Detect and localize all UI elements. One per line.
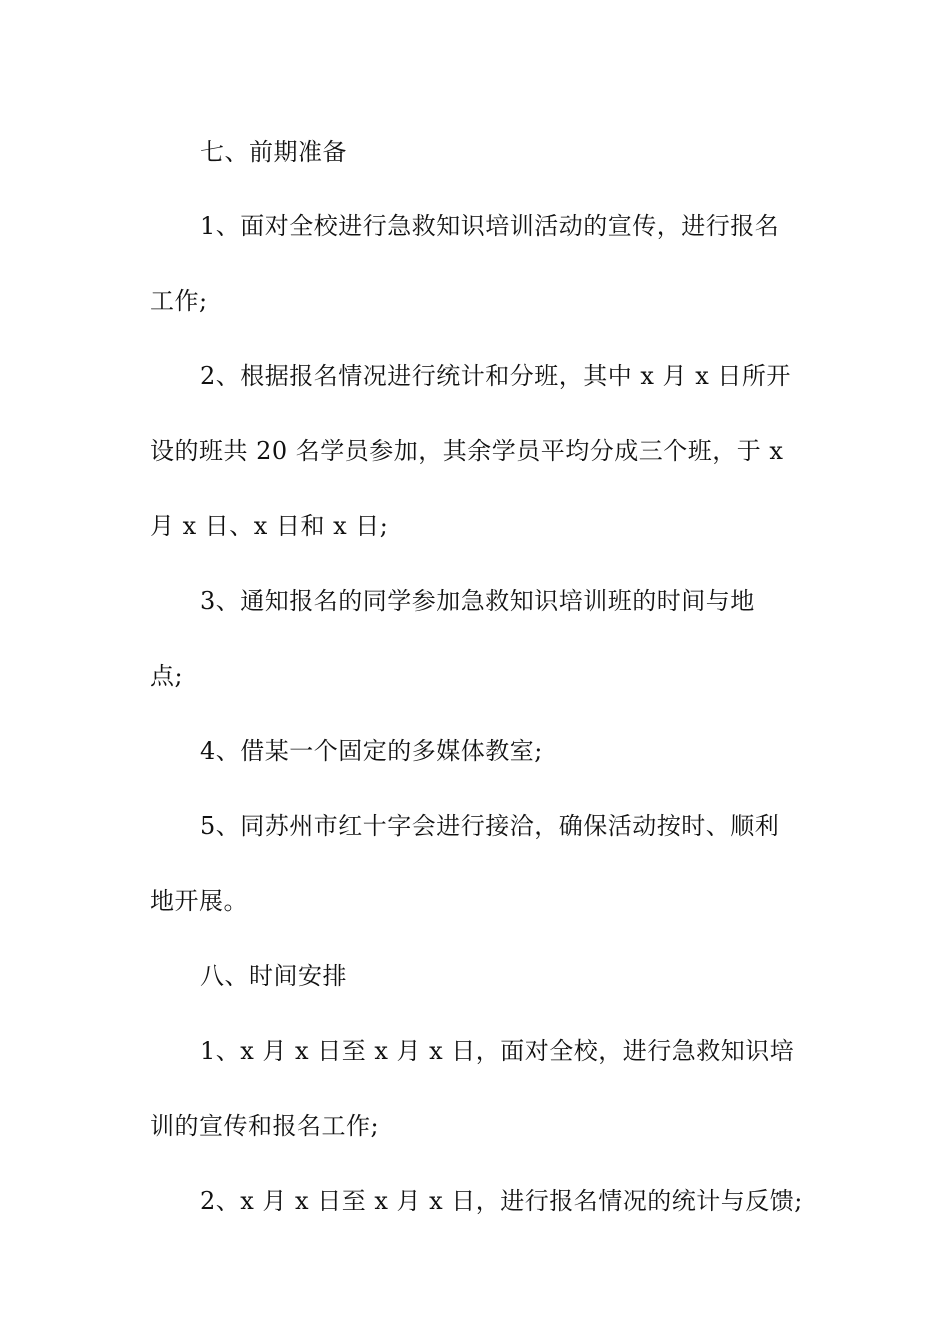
paragraph-line: 训的宣传和报名工作; <box>150 1112 380 1140</box>
paragraph-line: 1、x 月 x 日至 x 月 x 日，面对全校，进行急救知识培 <box>200 1037 795 1065</box>
paragraph-line: 工作; <box>150 287 208 315</box>
paragraph-line: 3、通知报名的同学参加急救知识培训班的时间与地 <box>200 587 755 615</box>
section-heading-schedule: 八、时间安排 <box>200 962 347 990</box>
paragraph-line: 点; <box>150 662 184 690</box>
paragraph-line: 设的班共 20 名学员参加，其余学员平均分成三个班，于 x <box>150 437 784 465</box>
section-heading-preparation: 七、前期准备 <box>200 138 347 166</box>
paragraph-line: 5、同苏州市红十字会进行接洽，确保活动按时、顺利 <box>200 812 780 840</box>
paragraph-line: 月 x 日、x 日和 x 日; <box>150 512 389 540</box>
paragraph-line: 地开展。 <box>150 887 248 915</box>
paragraph-line: 2、x 月 x 日至 x 月 x 日，进行报名情况的统计与反馈; <box>200 1187 803 1215</box>
paragraph-line: 1、面对全校进行急救知识培训活动的宣传，进行报名 <box>200 212 780 240</box>
paragraph-line: 2、根据报名情况进行统计和分班，其中 x 月 x 日所开 <box>200 362 791 390</box>
paragraph-line: 4、借某一个固定的多媒体教室; <box>200 737 543 765</box>
